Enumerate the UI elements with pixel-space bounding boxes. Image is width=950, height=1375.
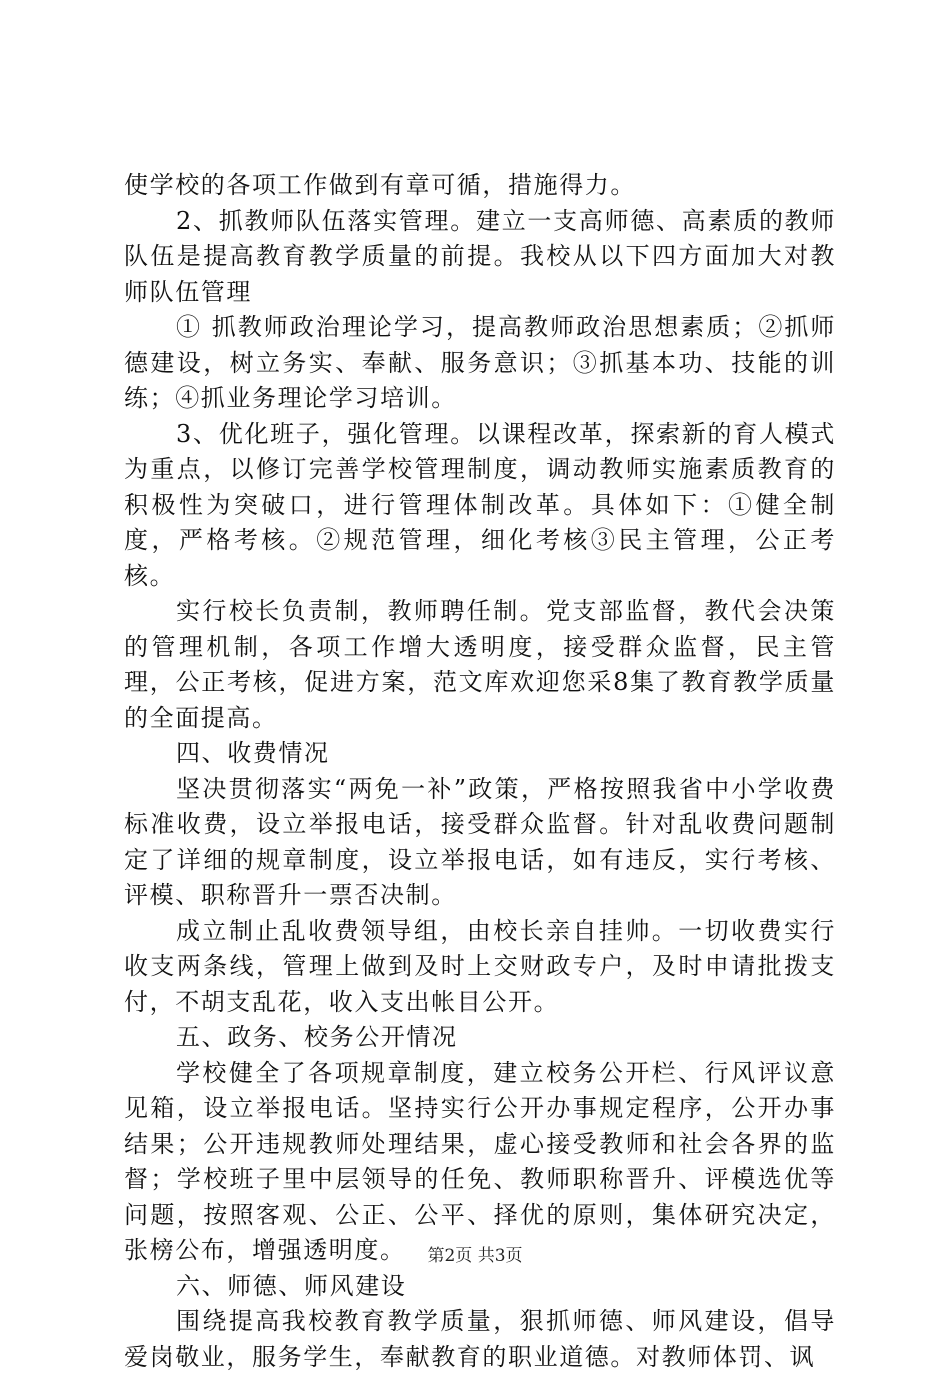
paragraph-7: 坚决贯彻落实“两免一补”政策，严格按照我省中小学收费标准收费，设立举报电话，接受群众监督。针对乱收费问题制定了详细的规章制度，设立举报电话，如有违反，实行考核、评模、职称晋升一票否决制。 bbox=[124, 774, 836, 909]
paragraph-10: 学校健全了各项规章制度，建立校务公开栏、行风评议意见箱，设立举报电话。坚持实行公开办事规定程序，公开办事结果；公开违规教师处理结果，虚心接受教师和社会各界的监督；学校班子里中层领导的任免、教师职称晋升、评模选优等问题，按照客观、公正、公平、择优的原则，集体研究决定，张榜公布，增强透明度。 bbox=[124, 1058, 836, 1264]
paragraph-4: 3、优化班子，强化管理。以课程改革，探索新的育人模式为重点，以修订完善学校管理制度，调动教师实施素质教育的积极性为突破口，进行管理体制改革。具体如下：①健全制度，严格考核。②规范管理，细化考核③民主管理，公正考核。 bbox=[124, 419, 836, 590]
paragraph-12: 围绕提高我校教育教学质量，狠抓师德、师风建设，倡导爱岗敬业，服务学生，奉献教育的职业道德。对教师体罚、讽 bbox=[124, 1307, 836, 1371]
document-body bbox=[124, 168, 836, 1375]
section-heading-disclosure: 五、政务、校务公开情况 bbox=[176, 1023, 458, 1051]
paragraph-1: 使学校的各项工作做到有章可循，措施得力。 bbox=[124, 171, 636, 199]
section-heading-fees: 四、收费情况 bbox=[176, 739, 330, 767]
section-heading-ethics: 六、师德、师风建设 bbox=[176, 1271, 407, 1300]
paragraph-2: 2、抓教师队伍落实管理。建立一支高师德、高素质的教师队伍是提高教育教学质量的前提。我校从以下四方面加大对教师队伍管理 bbox=[124, 206, 836, 306]
paragraph-3: ① 抓教师政治理论学习，提高教师政治思想素质；②抓师德建设，树立务实、奉献、服务意识；③抓基本功、技能的训练；④抓业务理论学习培训。 bbox=[124, 313, 836, 412]
paragraph-8: 成立制止乱收费领导组，由校长亲自挂帅。一切收费实行收支两条线，管理上做到及时上交财政专户，及时申请批拨支付，不胡支乱花，收入支出帐目公开。 bbox=[124, 916, 836, 1016]
page-footer: 第2页 共3页 bbox=[427, 1246, 523, 1266]
paragraph-5: 实行校长负责制，教师聘任制。党支部监督，教代会决策的管理机制，各项工作增大透明度，接受群众监督，民主管理，公正考核，促进方案，范文库欢迎您采8集了教育教学质量的全面提高。 bbox=[124, 597, 836, 732]
